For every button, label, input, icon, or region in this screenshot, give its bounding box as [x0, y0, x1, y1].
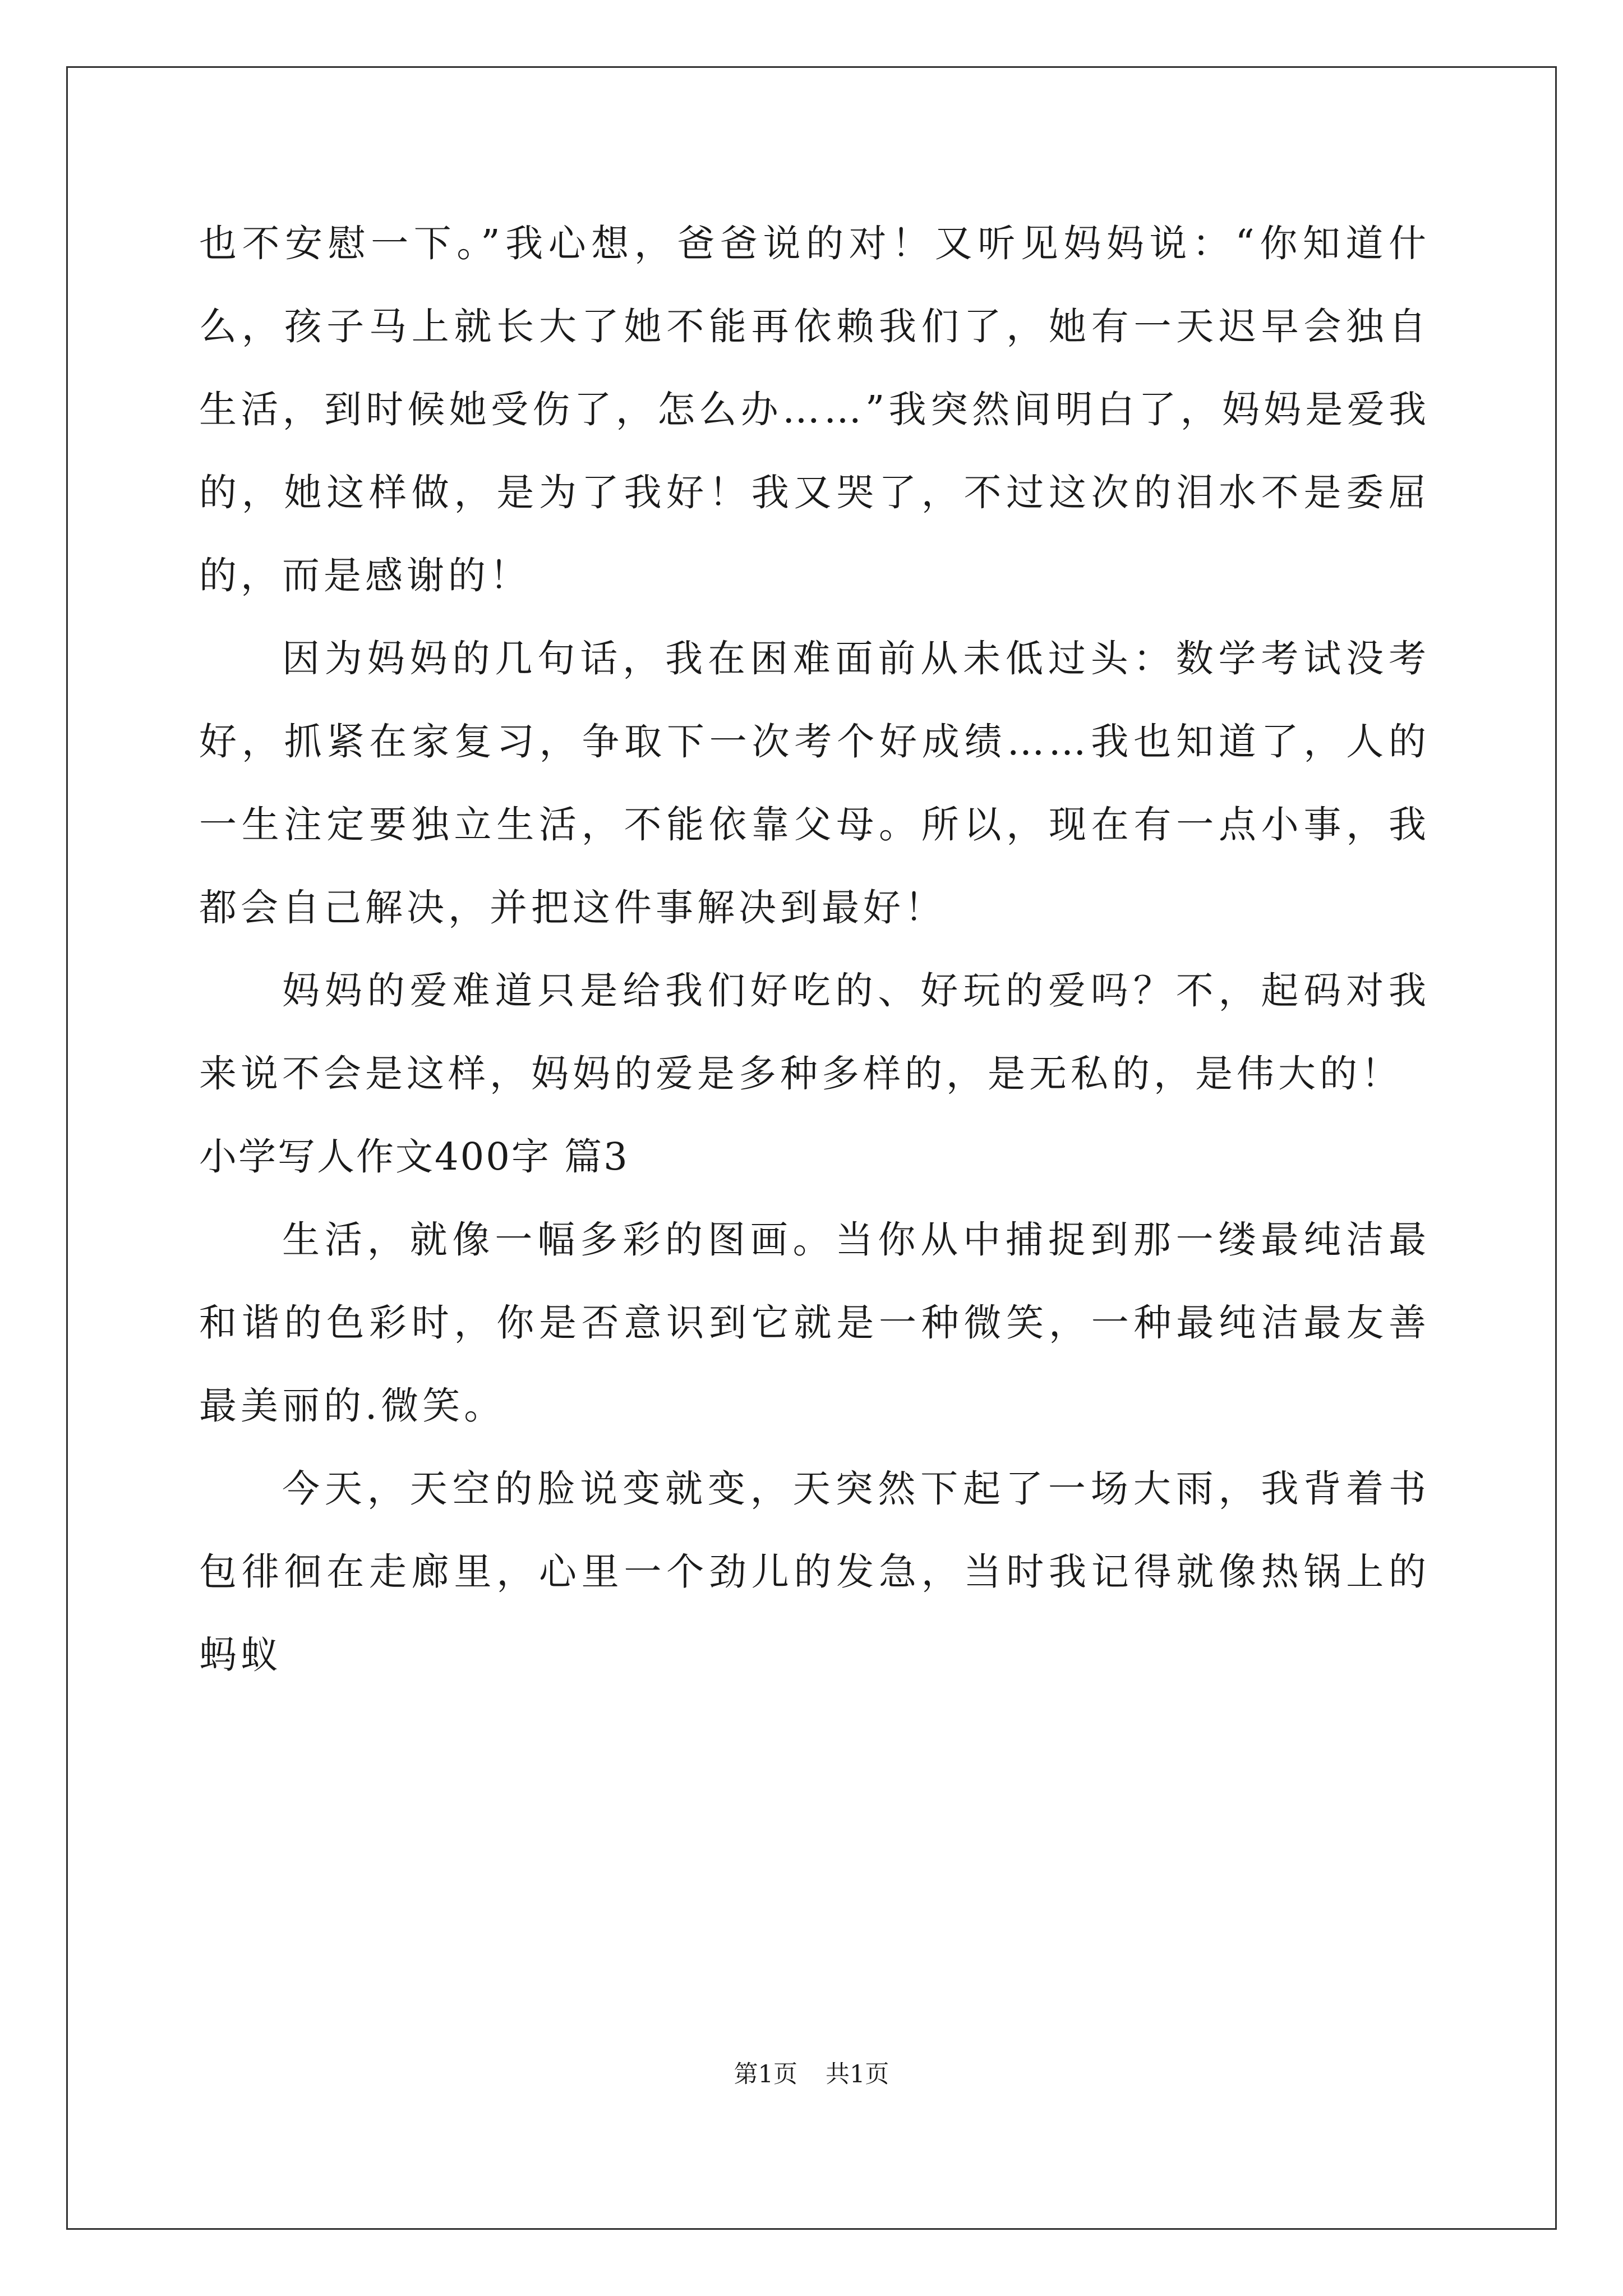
paragraph-1: 也不安慰一下。”我心想，爸爸说的对！又听见妈妈说：“你知道什么，孩子马上就长大了她不能再依赖我们了，她有一天迟早会独自生活，到时候她受伤了，怎么办……”我突然间明白了，妈妈是爱我的，她这样做，是为了我好！我又哭了，不过这次的泪水不是委屈的，而是感谢的！ — [199, 222, 1430, 597]
document-body — [199, 202, 1430, 1696]
page-footer — [0, 2058, 1623, 2091]
section-heading: 小学写人作文400字 篇3 — [199, 1135, 629, 1179]
page-number: 第1页 — [734, 2060, 797, 2088]
paragraph-5: 今天，天空的脸说变就变，天突然下起了一场大雨，我背着书包徘徊在走廊里，心里一个劲儿的发急，当时我记得就像热锅上的蚂蚁 — [199, 1467, 1430, 1677]
paragraph-4: 生活，就像一幅多彩的图画。当你从中捕捉到那一缕最纯洁最和谐的色彩时，你是否意识到它就是一种微笑，一种最纯洁最友善最美丽的.微笑。 — [199, 1218, 1430, 1428]
paragraph-3: 妈妈的爱难道只是给我们好吃的、好玩的爱吗？不，起码对我来说不会是这样，妈妈的爱是多种多样的，是无私的，是伟大的！ — [199, 969, 1430, 1096]
page-total: 共1页 — [826, 2060, 889, 2088]
paragraph-2: 因为妈妈的几句话，我在困难面前从未低过头：数学考试没考好，抓紧在家复习，争取下一次考个好成绩……我也知道了，人的一生注定要独立生活，不能依靠父母。所以，现在有一点小事，我都会自己解决，并把这件事解决到最好！ — [199, 637, 1430, 930]
